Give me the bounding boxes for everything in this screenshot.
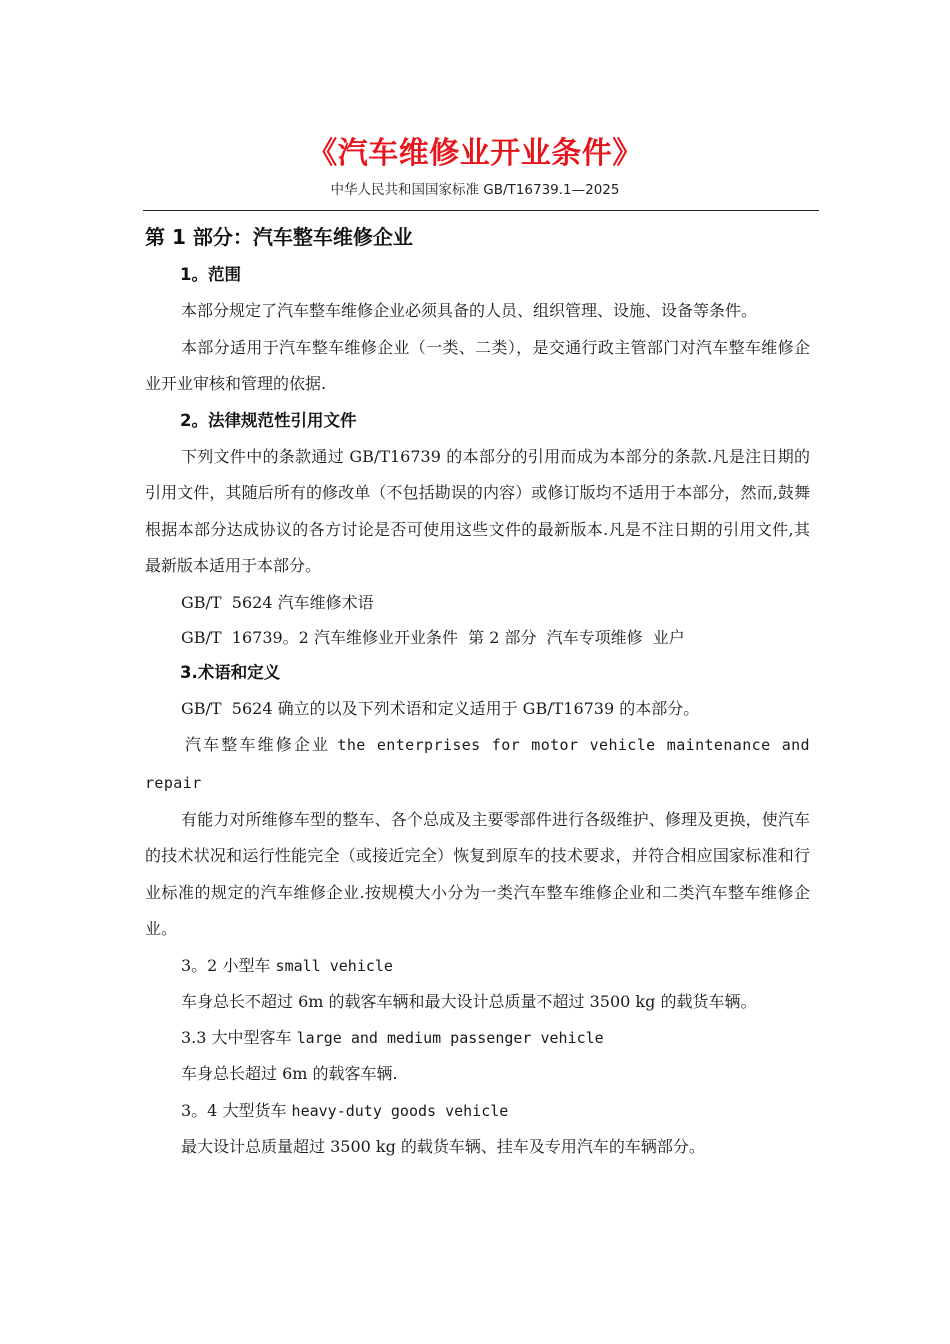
section-heading-references: 2。法律规范性引用文件: [180, 410, 357, 430]
part-heading: 第 1 部分：汽车整车维修企业: [145, 225, 413, 249]
term-label: 汽车整车维修企业: [185, 734, 331, 754]
header-divider: [143, 210, 819, 211]
term-label: 3。4 大型货车: [181, 1100, 287, 1120]
term-label: 3。2 小型车: [181, 955, 271, 975]
term-definition: 有能力对所维修车型的整车、各个总成及主要零部件进行各级维护、修理及更换，使汽车的技术状况和运行性能完全（或接近完全）恢复到原车的技术要求，并符合相应国家标准和行业标准的规定的汽车维修企业.按规模大小分为一类汽车整车维修企业和二类汽车整车维修企业。: [145, 809, 810, 938]
terms-intro: GB/T 5624 确立的以及下列术语和定义适用于 GB/T16739 的本部分。: [181, 698, 700, 718]
term-entry: [145, 1093, 810, 1129]
term-english: the enterprises for motor vehicle maintenance and repair: [145, 735, 810, 792]
term-english: heavy-duty goods vehicle: [291, 1101, 509, 1120]
document-title: 《汽车维修业开业条件》: [307, 136, 643, 171]
term-definition: 最大设计总质量超过 3500 kg 的载货车辆、挂车及专用汽车的车辆部分。: [181, 1136, 705, 1156]
term-entry: [145, 948, 810, 984]
reference-item: GB/T 5624 汽车维修术语: [181, 592, 374, 612]
document-subtitle: 中华人民共和国国家标准 GB/T16739.1—2025: [330, 182, 620, 198]
term-english: large and medium passenger vehicle: [296, 1029, 604, 1047]
term-english: small vehicle: [275, 956, 393, 975]
reference-item: GB/T 16739。2 汽车维修业开业条件 第 2 部分 汽车专项维修 业户: [181, 627, 685, 647]
document-body: [145, 220, 810, 1165]
term-entry: [145, 726, 810, 802]
term-definition: 车身总长超过 6m 的载客车辆.: [181, 1064, 398, 1083]
term-definition: 车身总长不超过 6m 的载客车辆和最大设计总质量不超过 3500 kg 的载货车辆。: [181, 991, 757, 1011]
section-heading-scope: 1。范围: [180, 265, 241, 284]
term-label: 3.3 大中型客车: [181, 1028, 292, 1047]
term-entry: [145, 1020, 810, 1056]
paragraph: 本部分适用于汽车整车维修企业（一类、二类），是交通行政主管部门对汽车整车维修企业开业审核和管理的依据.: [145, 337, 810, 393]
paragraph: 下列文件中的条款通过 GB/T16739 的本部分的引用而成为本部分的条款.凡是注日期的引用文件，其随后所有的修改单（不包括勘误的内容）或修订版均不适用于本部分，然而,鼓舞根据本部分达成协议的各方讨论是否可使用这些文件的最新版本.凡是不注日期的引用文件,其最新版本适用于本部分。: [145, 446, 810, 575]
section-heading-terms: 3.术语和定义: [180, 662, 281, 682]
paragraph: 本部分规定了汽车整车维修企业必须具备的人员、组织管理、设施、设备等条件。: [181, 301, 758, 320]
